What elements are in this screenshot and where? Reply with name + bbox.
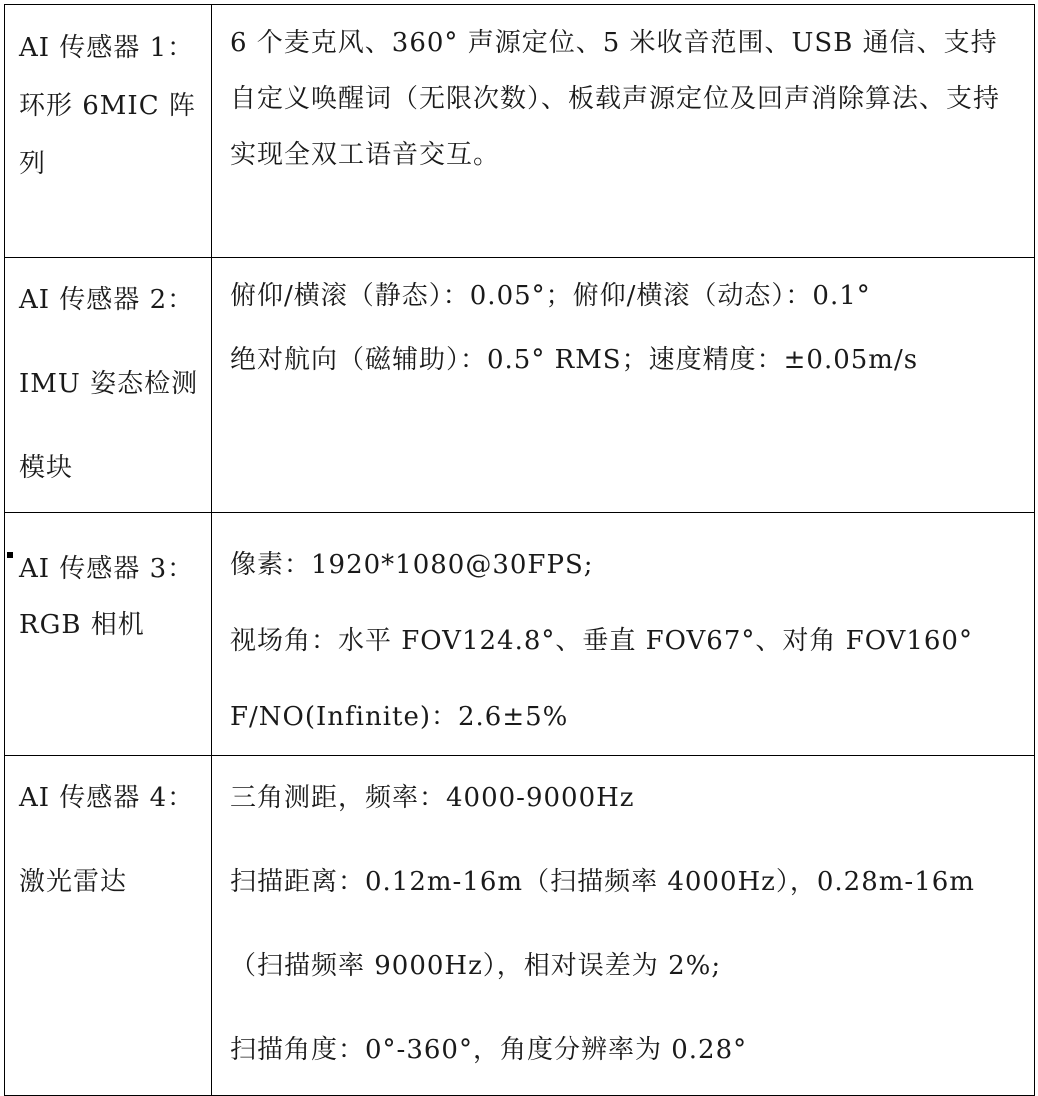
spec-line: 绝对航向（磁辅助）：0.5° RMS；速度精度：±0.05m/s xyxy=(230,345,919,375)
table-row xyxy=(5,258,1035,513)
spec-line: 扫描距离：0.12m-16m（扫描频率 4000Hz），0.28m-16m（扫描频率 9000Hz），相对误差为 2%; xyxy=(230,867,975,981)
spec-line: F/NO(Infinite)：2.6±5% xyxy=(230,702,569,732)
sensor-label: AI 传感器 4：激光雷达 xyxy=(5,756,212,1096)
table-row xyxy=(5,5,1035,258)
spec-line: 6 个麦克风、360° 声源定位、5 米收音范围、USB 通信、支持自定义唤醒词（无限次数）、板载声源定位及回声消除算法、支持实现全双工语音交互。 xyxy=(230,28,1001,170)
spec-line: 扫描角度：0°-360°，角度分辨率为 0.28° xyxy=(230,1035,748,1065)
sensor-label: AI 传感器 3：RGB 相机 xyxy=(5,513,212,756)
spec-line: 视场角：水平 FOV124.8°、垂直 FOV67°、对角 FOV160° xyxy=(230,626,973,656)
table-row xyxy=(5,513,1035,756)
sensor-spec xyxy=(212,258,1035,513)
sensor-label: AI 传感器 1：环形 6MIC 阵列 xyxy=(5,5,212,258)
sensor-spec xyxy=(212,513,1035,756)
spec-line: 像素：1920*1080@30FPS; xyxy=(230,550,594,580)
sensor-label: AI 传感器 2：IMU 姿态检测模块 xyxy=(5,258,212,513)
spec-line: 三角测距，频率：4000-9000Hz xyxy=(230,783,635,813)
sensor-spec xyxy=(212,756,1035,1096)
sensor-spec-table xyxy=(4,4,1035,1096)
spec-line: 俯仰/横滚（静态）：0.05°；俯仰/横滚（动态）：0.1° xyxy=(230,281,871,311)
table-row xyxy=(5,756,1035,1096)
sensor-spec xyxy=(212,5,1035,258)
